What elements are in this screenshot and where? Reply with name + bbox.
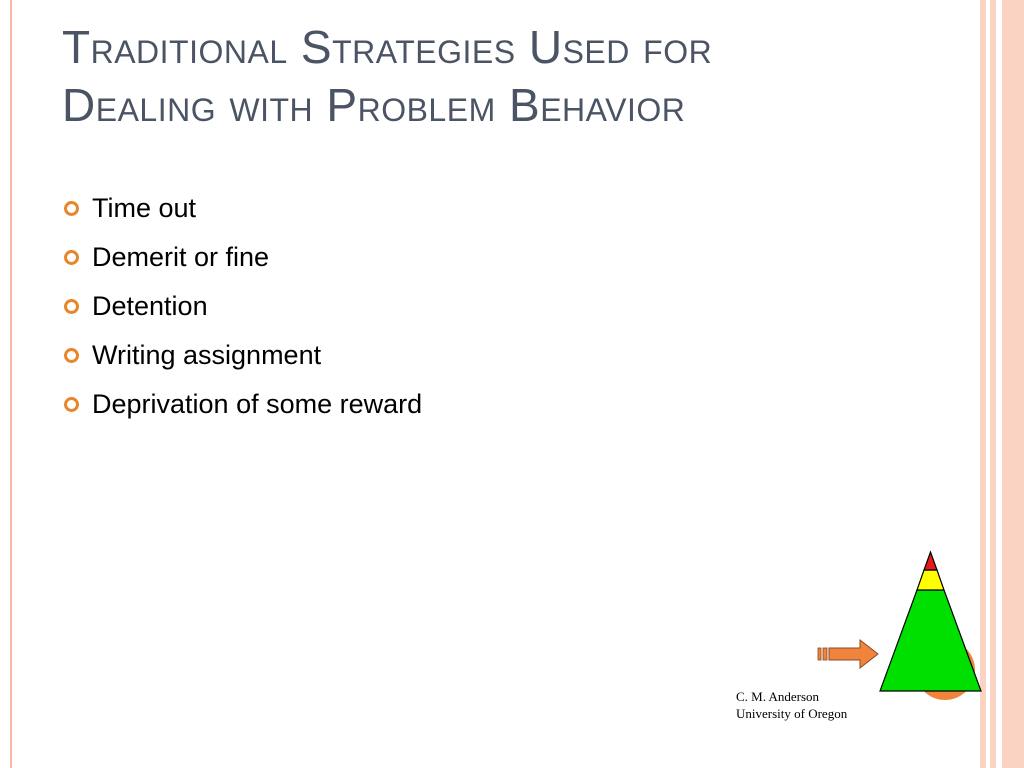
bullet-text: Time out [92,193,197,223]
pyramid-base-tier [880,590,981,691]
pyramid-middle-tier [917,570,944,590]
author-credit [736,688,847,722]
right-arrow-icon [818,640,878,668]
slide-title-line: Traditional Strategies Used for [62,21,713,73]
slide-title-line: Dealing with Problem Behavior [62,79,686,131]
pyramid-top-tier [924,552,937,570]
bullet-text: Deprivation of some reward [92,389,423,419]
three-tier-pyramid-icon [880,552,981,691]
author-institution: University of Oregon [736,706,848,721]
author-name: C. M. Anderson [736,689,820,704]
bullet-text: Demerit or fine [92,242,270,272]
bullet-text: Writing assignment [92,340,322,370]
bullet-text: Detention [92,291,208,321]
